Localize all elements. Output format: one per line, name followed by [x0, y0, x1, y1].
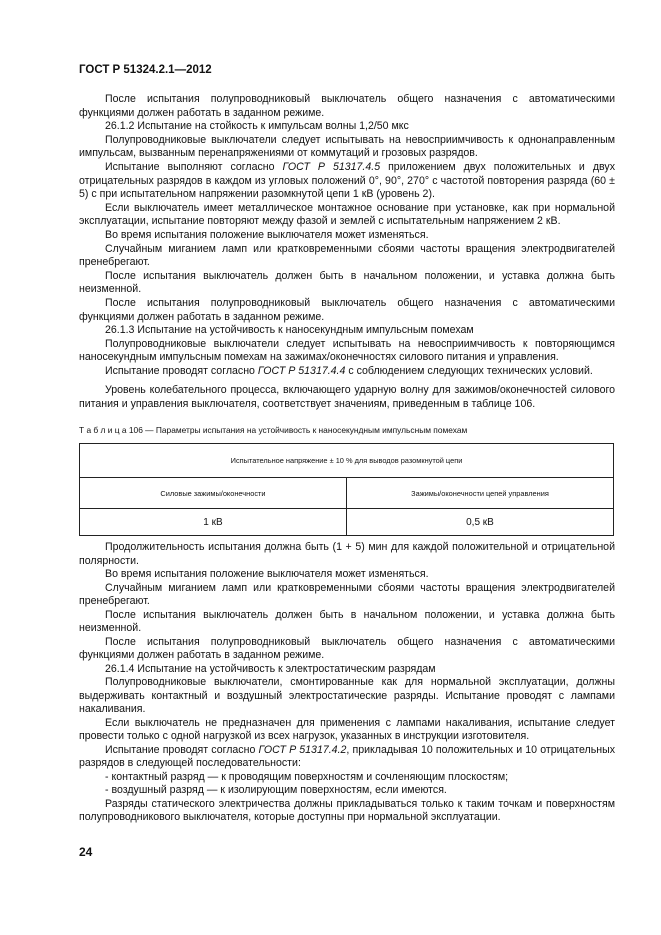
document-header: ГОСТ Р 51324.2.1—2012 [79, 64, 212, 76]
paragraph: После испытания полупроводниковый выключатель общего назначения с автоматическими функциями должен работать в заданном режиме. [79, 296, 615, 323]
paragraph: Уровень колебательного процесса, включающего ударную волну для зажимов/оконечностей силового питания и управления выключателя, соответствует значениям, приведенным в таблице 106. [79, 384, 615, 411]
standard-reference: ГОСТ Р 51317.4.4 [257, 364, 346, 377]
paragraph: Если выключатель не предназначен для применения с лампами накаливания, испытание следует провести только с одной нагрузкой из всех нагрузок, указанных в инструкции изготовителя. [79, 716, 615, 742]
table-cell-power: 1 кВ [80, 509, 347, 536]
standard-reference: ГОСТ Р 51317.4.2 [258, 743, 347, 756]
paragraph: Случайным миганием ламп или кратковременными сбоями частоты вращения электродвигателей пренебрегают. [79, 581, 615, 607]
column-header-control: Зажимы/оконечности цепей управления [347, 478, 614, 509]
table-header: Испытательное напряжение ± 10 % для выводов разомкнутой цепи [80, 444, 614, 478]
column-header-power: Силовые зажимы/оконечности [80, 478, 347, 509]
paragraph: Случайным миганием ламп или кратковременными сбоями частоты вращения электродвигателей пренебрегают. [79, 242, 615, 269]
paragraph: После испытания полупроводниковый выключатель общего назначения с автоматическими функциями должен работать в заданном режиме. [79, 93, 615, 119]
paragraph: Полупроводниковые выключатели, смонтированные как для нормальной эксплуатации, должны выдерживать контактный и воздушный электростатические разряды. Испытание проводят с лампами накаливания. [79, 676, 615, 715]
table-cell-control: 0,5 кВ [347, 509, 614, 536]
paragraph: После испытания полупроводниковый выключатель общего назначения с автоматическими функциями должен работать в заданном режиме. [79, 635, 615, 661]
text: с соблюдением следующих технических условий. [345, 364, 593, 377]
paragraph: Если выключатель имеет металлическое монтажное основание при установке, как при нормальной эксплуатации, испытание повторяют между фазой и землей с испытательным напряжением 2 кВ. [79, 201, 615, 228]
paragraph: После испытания выключатель должен быть в начальном положении, и уставка должна быть неизменной. [79, 269, 615, 296]
paragraph: Полупроводниковые выключатели следует испытывать на невосприимчивость к однонаправленным импульсам, вызванным перенапряжениями от коммутаций и грозовых разрядов. [79, 133, 615, 160]
page-number: 24 [79, 845, 93, 859]
section-heading: 26.1.3 Испытание на устойчивость к наносекундным импульсным помехам [105, 324, 474, 337]
body-text-lower [79, 541, 615, 825]
text: Испытание проводят согласно [105, 364, 258, 377]
paragraph: Разряды статического электричества должны прикладываться только к таким точкам и поверхностям полупроводникового выключателя, которые доступны при нормальной эксплуатации. [79, 797, 615, 823]
text: Испытание выполняют согласно [105, 160, 283, 173]
text: приложением двух положительных и двух отрицательных разрядов в каждом из угловых положений 0°, 90°, 270° с частотой повторения разряда (60 ± 5) с при испытательном напряжении разомкнутой цепи 1 кВ (уровень 2). [79, 160, 615, 201]
paragraph: Во время испытания положение выключателя может изменяться. [105, 568, 429, 580]
paragraph-test-method [79, 161, 615, 202]
table-caption: Т а б л и ц а 106 — Параметры испытания на устойчивость к наносекундным импульсным помехам [79, 425, 468, 435]
paragraph-test-method [79, 365, 615, 379]
section-heading: 26.1.2 Испытание на стойкость к импульсам волны 1,2/50 мкс [105, 120, 409, 133]
text: , прикладывая 10 положительных и 10 отрицательных разрядов в следующей последовательности: [79, 743, 615, 769]
paragraph: Полупроводниковые выключатели следует испытывать на невосприимчивость к повторяющимся наносекундным импульсным помехам на зажимах/оконечностях силового питания и управления. [79, 337, 615, 364]
section-heading: 26.1.4 Испытание на устойчивость к электростатическим разрядам [105, 662, 436, 675]
paragraph: После испытания выключатель должен быть в начальном положении, и уставка должна быть неизменной. [79, 608, 615, 634]
body-text-upper [79, 93, 615, 412]
list-item: - воздушный разряд — к изолирующим поверхностям, если имеются. [105, 784, 447, 796]
text: Испытание проводят согласно [105, 743, 259, 756]
paragraph: Продолжительность испытания должна быть (1 + 5) мин для каждой положительной и отрицательной полярности. [79, 541, 615, 567]
paragraph-test-method [79, 744, 615, 771]
standard-reference: ГОСТ Р 51317.4.5 [282, 160, 381, 173]
list-item: - контактный разряд — к проводящим поверхностям и сочленяющим плоскостям; [105, 770, 509, 783]
paragraph: Во время испытания положение выключателя может изменяться. [105, 228, 429, 241]
parameters-table [79, 443, 614, 536]
